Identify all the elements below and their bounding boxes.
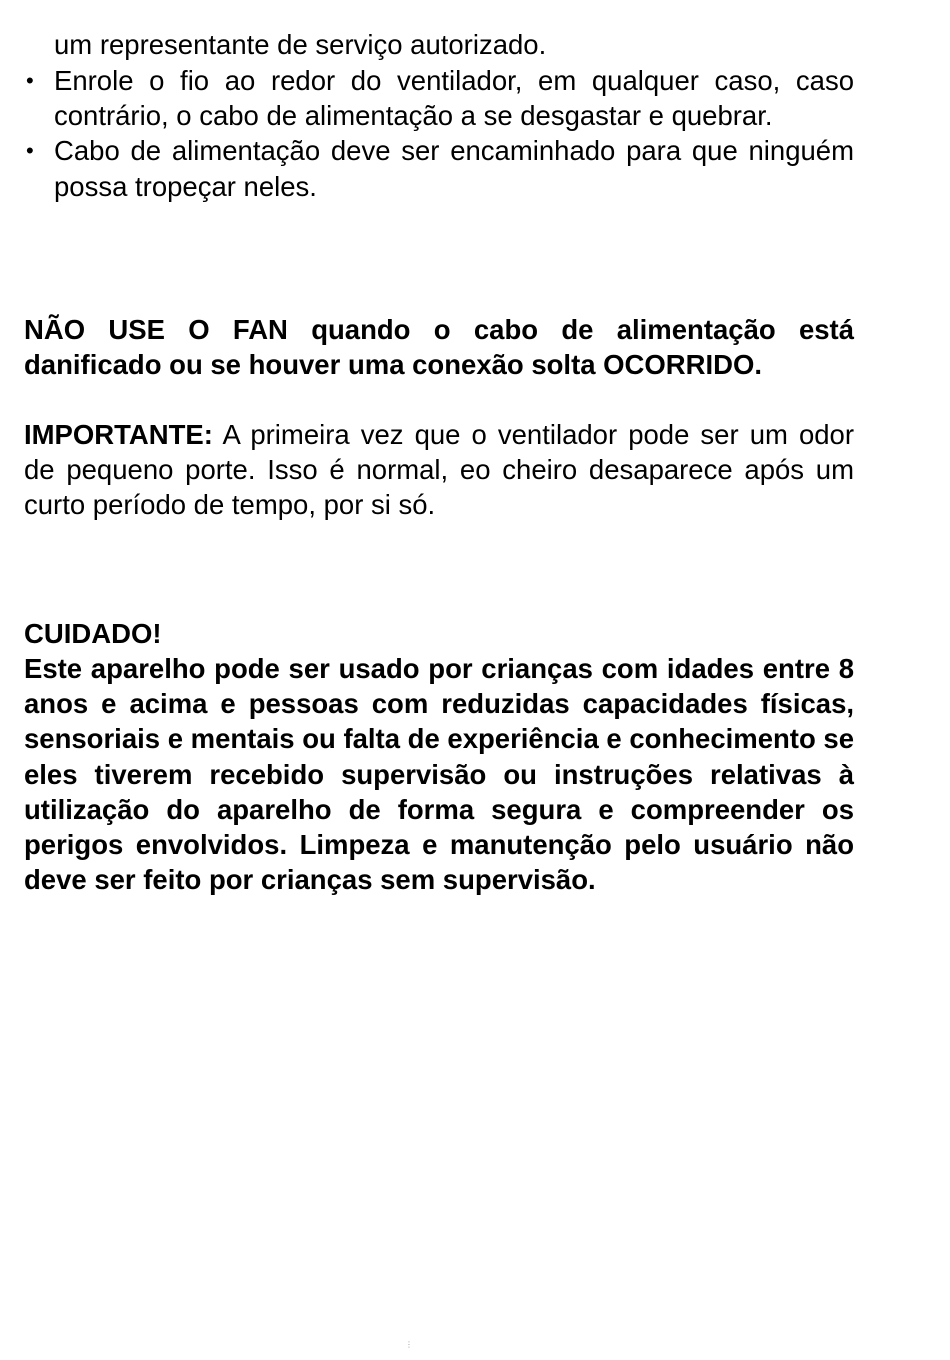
footer-mark: ⋮: [405, 1340, 413, 1349]
caution-body: Este aparelho pode ser usado por crianças com idades entre 8 anos e acima e pessoas com reduzidas capacidades físicas, sensoriais e mentais ou falta de experiência e conhecimento se eles tiverem recebido supervisão ou instruções relativas à utilização do aparelho de forma segura e compreender os perigos envolvidos. Limpeza e manutenção pelo usuário não deve ser feito por crianças sem supervisão.: [24, 653, 854, 896]
caution-heading: CUIDADO!: [24, 618, 162, 649]
bullet-icon: •: [26, 138, 34, 164]
bullet-item-wrap-cord: [24, 63, 854, 133]
intro-continuation: um representante de serviço autorizado.: [54, 29, 547, 60]
bullet-icon: •: [26, 68, 34, 93]
bullet-text: Cabo de alimentação deve ser encaminhado para que ninguém possa tropeçar neles.: [54, 135, 854, 202]
bullet-item-route-cord: [24, 133, 854, 203]
important-text: A primeira vez que o ventilador pode ser um odor de pequeno porte. Isso é normal, eo cheiro desaparece após um curto período de tempo, por si só.: [24, 419, 854, 521]
important-note: [24, 417, 854, 523]
bullet-text: Enrole o fio ao redor do ventilador, em qualquer caso, caso contrário, o cabo de alimentação a se desgastar e quebrar.: [54, 65, 854, 132]
do-not-use-warning: NÃO USE O FAN quando o cabo de alimentação está danificado ou se houver uma conexão solta OCORRIDO.: [24, 314, 854, 381]
important-label: IMPORTANTE:: [24, 419, 213, 450]
safety-bullet-list: [24, 63, 854, 204]
